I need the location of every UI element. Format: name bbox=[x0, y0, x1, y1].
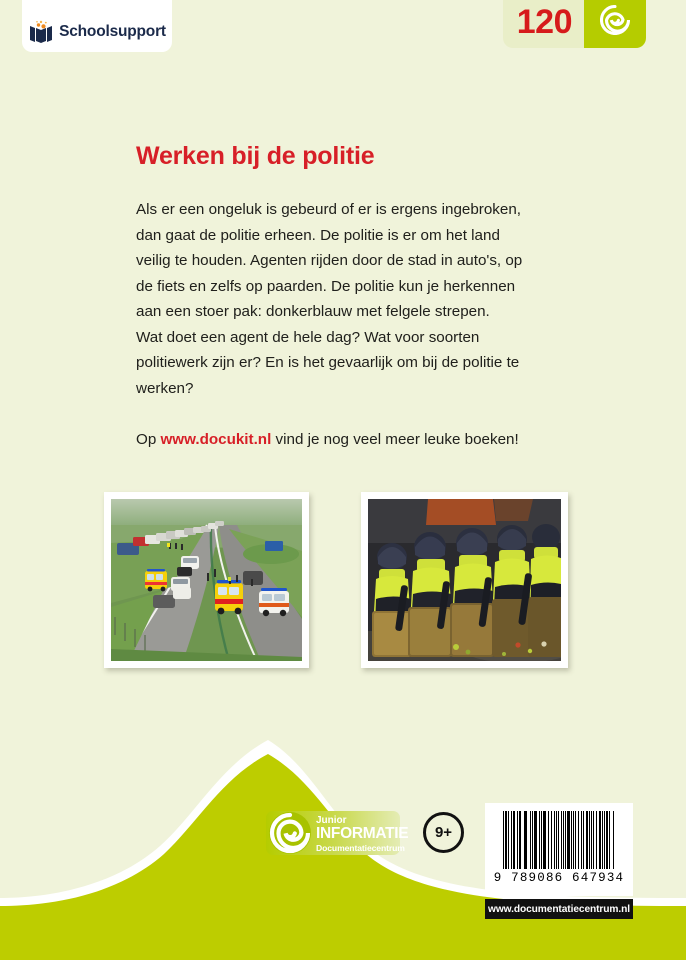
ji-line-informatie: INFORMATIE bbox=[316, 825, 409, 842]
junior-informatie-logo bbox=[266, 811, 409, 855]
promo-after: vind je nog veel meer leuke boeken! bbox=[271, 431, 519, 448]
publisher-name: Schoolsupport bbox=[59, 23, 166, 41]
ambulance-left bbox=[145, 569, 167, 591]
series-number-badge bbox=[503, 0, 646, 48]
isbn-number: 9 789086 647934 bbox=[493, 871, 625, 885]
ambulance-right bbox=[215, 580, 243, 614]
paragraph-1: Als er een ongeluk is gebeurd of er is ergens ingebroken, dan gaat de politie erheen. De politie is er om het land veilig te houden. Agenten rijden door de stad in auto's, op de fiets en zelfs op paarden. De politie kun je herkennen aan een stoer pak: donkerblauw met felgele strepen. bbox=[136, 201, 523, 320]
paragraph-2: Wat doet een agent de hele dag? Wat voor soorten politiewerk zijn er? En is het gevaarlijk om bij de politie te werken? bbox=[136, 328, 520, 397]
page-title: Werken bij de politie bbox=[136, 142, 375, 170]
description-text bbox=[136, 197, 536, 401]
barcode-bars bbox=[503, 811, 616, 869]
docukit-url-link[interactable]: www.docukit.nl bbox=[160, 431, 272, 448]
spiral-swirl-icon bbox=[267, 810, 313, 856]
series-number bbox=[503, 0, 584, 48]
documentatiecentrum-url: www.documentatiecentrum.nl bbox=[485, 899, 633, 919]
police-car bbox=[259, 588, 289, 616]
spiral-swirl-icon bbox=[584, 0, 646, 48]
isbn-barcode bbox=[485, 803, 633, 896]
riot-police-photo bbox=[361, 492, 568, 668]
ji-line-junior: Junior bbox=[316, 815, 347, 826]
publisher-logo-plate bbox=[22, 0, 172, 52]
series-number-value: 120 bbox=[516, 3, 572, 41]
junior-informatie-wordmark bbox=[316, 815, 408, 854]
ji-line-documentatiecentrum: Documentatiecentrum bbox=[316, 843, 405, 853]
promo-line bbox=[136, 428, 546, 452]
age-rating-badge: 9+ bbox=[423, 812, 464, 853]
highway-accident-photo bbox=[104, 492, 309, 668]
open-book-icon bbox=[28, 20, 54, 44]
promo-before: Op bbox=[136, 431, 161, 448]
